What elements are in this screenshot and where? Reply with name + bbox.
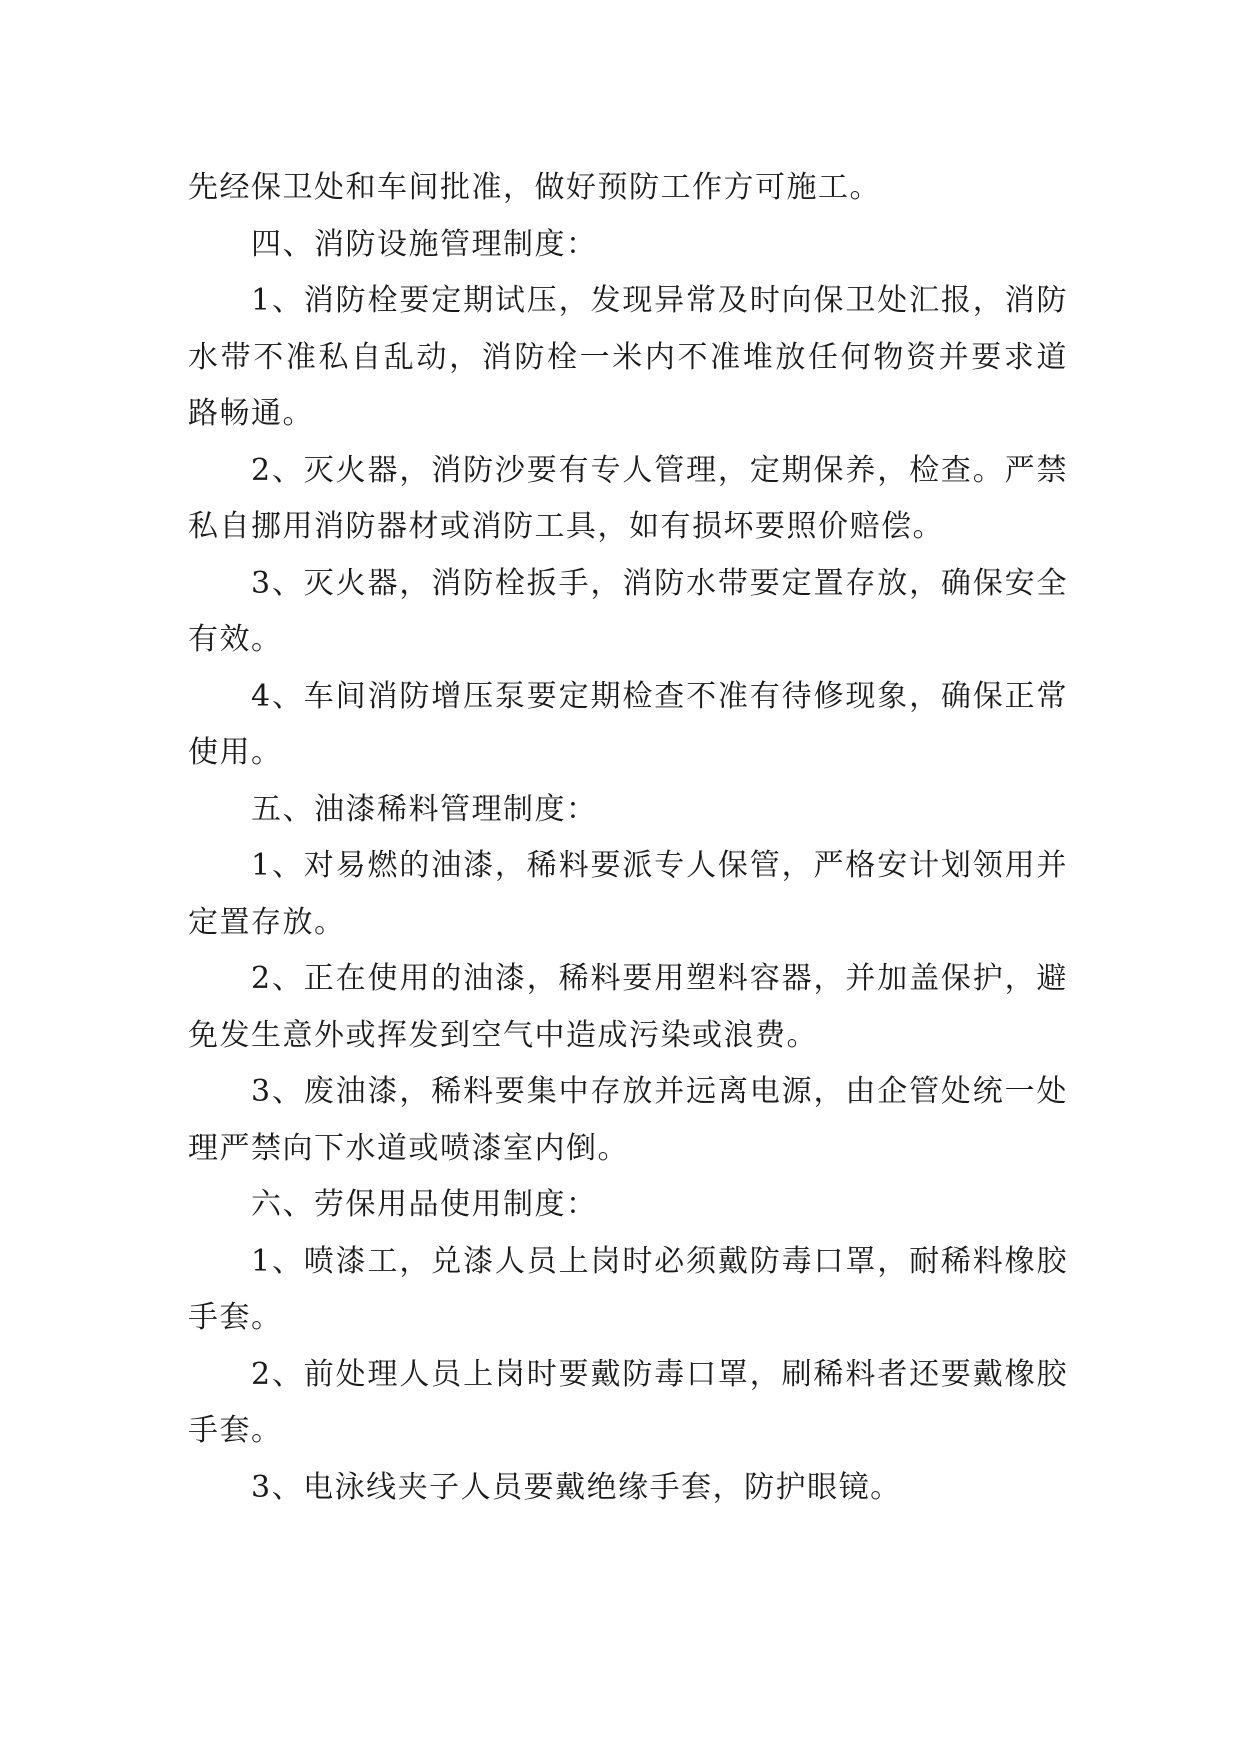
list-item: 1、喷漆工，兑漆人员上岗时必须戴防毒口罩，耐稀料橡胶手套。 [188, 1243, 1068, 1335]
paragraph-continuation: 先经保卫处和车间批准，做好预防工作方可施工。 [188, 170, 881, 205]
section-heading-protective-equipment: 六、劳保用品使用制度： [251, 1187, 598, 1222]
list-item: 1、消防栓要定期试压，发现异常及时向保卫处汇报，消防水带不准私自乱动，消防栓一米内不准堆放任何物资并要求道路畅通。 [188, 283, 1068, 431]
section-heading-fire-facilities: 四、消防设施管理制度： [251, 226, 598, 262]
document-body [188, 160, 1068, 1516]
section-heading-paint-thinner: 五、油漆稀料管理制度： [251, 791, 598, 827]
list-item: 3、电泳线夹子人员要戴绝缘手套，防护眼镜。 [251, 1469, 902, 1505]
list-item: 2、正在使用的油漆，稀料要用塑料容器，并加盖保护，避免发生意外或挥发到空气中造成污染或浪费。 [188, 961, 1068, 1053]
list-item: 3、灭火器，消防栓扳手，消防水带要定置存放，确保安全有效。 [188, 565, 1068, 657]
list-item: 4、车间消防增压泵要定期检查不准有待修现象，确保正常使用。 [188, 678, 1068, 770]
list-item: 3、废油漆，稀料要集中存放并远离电源，由企管处统一处理严禁向下水道或喷漆室内倒。 [188, 1074, 1068, 1166]
list-item: 1、对易燃的油漆，稀料要派专人保管，严格安计划领用并定置存放。 [188, 848, 1068, 940]
list-item: 2、灭火器，消防沙要有专人管理，定期保养，检查。严禁私自挪用消防器材或消防工具，如有损坏要照价赔偿。 [188, 452, 1068, 544]
list-item: 2、前处理人员上岗时要戴防毒口罩，刷稀料者还要戴橡胶手套。 [188, 1356, 1068, 1448]
